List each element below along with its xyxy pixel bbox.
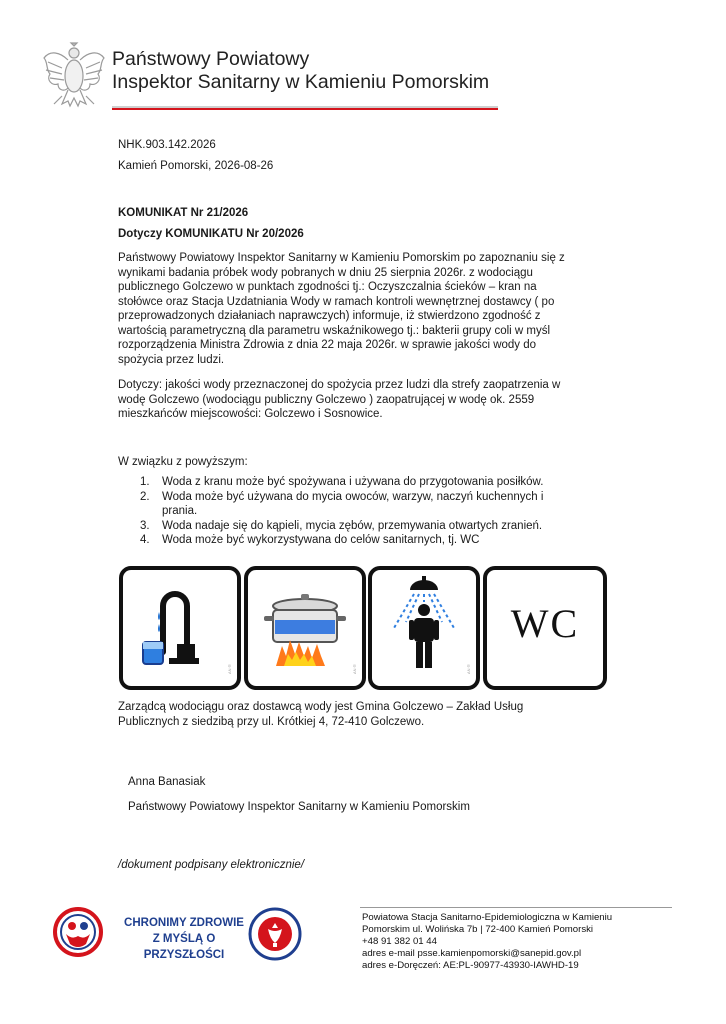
paragraph-line: stołówce oraz Stacja Uzdatniania Wody w ramach kontroli wewnętrznej dostawcy ( po: [118, 295, 555, 308]
wc-label: WC: [510, 601, 580, 646]
list-item-text: Woda może być używana do mycia owoców, warzyw, naczyń kuchennych i: [162, 490, 544, 503]
paragraph-line: mieszkańców miejscowości: Golczewo i Sosnowice.: [118, 408, 383, 420]
footer-address: [362, 912, 682, 972]
paragraph-line: Publicznych z siedzibą przy ul. Krótkiej 4, 72-410 Golczewo.: [118, 715, 425, 728]
list-item: [140, 533, 602, 548]
list-item-text: Woda nadaje się do kąpieli, mycia zębów, przemywania otwartych zranień.: [162, 519, 543, 532]
eagle-emblem-icon: [40, 40, 108, 112]
campaign-heart-logo-icon: [52, 906, 104, 958]
list-item: [140, 475, 602, 490]
list-intro: W związku z powyższym:: [118, 456, 248, 468]
campaign-line: CHRONIMY ZDROWIE: [124, 917, 244, 929]
signer-name: Anna Banasiak: [128, 776, 206, 788]
signed-note: /dokument podpisany elektronicznie/: [118, 859, 305, 871]
paragraph-line: publicznego Golczewo w punktach zgodności tj.: Oczyszczalnia ścieków – kran na: [118, 281, 537, 293]
footer-line: adres e-Doręczeń: AE:PL-90977-43930-IAWHD-19: [362, 960, 579, 971]
paragraph-line: Państwowy Powiatowy Inspektor Sanitarny w Kamieniu Pomorskim po zapoznaniu się z: [118, 252, 565, 264]
list-item: [140, 490, 602, 519]
reference-number: NHK.903.142.2026: [118, 139, 216, 151]
footer-divider: [360, 907, 672, 908]
paragraph-line: spożycia przez ludzi.: [118, 353, 225, 366]
paragraph-scope: [118, 378, 598, 422]
shower-icon: [368, 566, 480, 690]
paragraph-line: Dotyczy: jakości wody przeznaczonej do spożycia przez ludzi dla strefy zaopatrzenia w: [118, 379, 561, 391]
document-subtitle: Dotyczy KOMUNIKATU Nr 20/2026: [118, 228, 304, 240]
list-number: 4.: [140, 534, 150, 546]
list-number: 3.: [140, 519, 150, 532]
tap-drinking-water-icon: [119, 566, 241, 690]
footer-line: Pomorskim ul. Wolińska 7b | 72-400 Kamień Pomorski: [362, 924, 594, 935]
recommendations-list: [140, 475, 602, 548]
list-item: [140, 519, 602, 534]
paragraph-line: wynikami badania próbek wody pobranych w dniu 25 sierpnia 2026r. z wodociągu: [118, 266, 533, 279]
paragraph-line: wodę Golczewo (wodociągu publiczny Golczewo ) zaopatrującej w wodę ok. 2559: [118, 393, 535, 406]
header-title-line1: Państwowy Powiatowy: [112, 48, 310, 70]
paragraph-line: Zarządcą wodociągu oraz dostawcą wody jest Gmina Golczewo – Zakład Usług: [118, 701, 524, 713]
wc-icon: [483, 566, 607, 690]
campaign-line: Z MYŚLĄ O PRZYSZŁOŚCI: [143, 933, 225, 961]
svg-text:AN ®: AN ®: [227, 664, 232, 674]
footer-line: adres e-mail psse.kamienpomorski@sanepid.gov.pl: [362, 948, 582, 959]
paragraph-line: przeprowadzonych działaniach naprawczych) informuje, iż stwierdzono zgodność z: [118, 310, 541, 322]
svg-text:AN ®: AN ®: [466, 664, 471, 674]
footer-line: Powiatowa Stacja Sanitarno-Epidemiologiczna w Kamieniu: [362, 912, 613, 923]
list-number: 1.: [140, 476, 150, 488]
cooking-pot-icon: [244, 566, 366, 690]
sanepid-badge-icon: [248, 907, 302, 961]
paragraph-line: rozporządzenia Ministra Zdrowia z dnia 22 maja 2026r. w sprawie jakości wody do: [118, 339, 537, 351]
place-date: Kamień Pomorski, 2026-08-26: [118, 160, 274, 172]
document-title: KOMUNIKAT Nr 21/2026: [118, 207, 249, 219]
campaign-slogan: [114, 915, 254, 963]
signer-title: Państwowy Powiatowy Inspektor Sanitarny w Kamieniu Pomorskim: [128, 801, 470, 813]
list-number: 2.: [140, 490, 150, 503]
list-item-text: prania.: [162, 505, 198, 517]
paragraph-line: wartością parametryczną dla parametru wskaźnikowego tj.: bakterii grupy coli w myśl: [118, 324, 551, 337]
list-item-text: Woda może być wykorzystywana do celów sanitarnych, tj. WC: [162, 534, 480, 546]
header-divider: [112, 106, 498, 110]
paragraph-results: [118, 251, 598, 367]
svg-text:AN ®: AN ®: [352, 664, 357, 674]
footer-line: +48 91 382 01 44: [362, 936, 437, 947]
header-title-line2: Inspektor Sanitarny w Kamieniu Pomorskim: [112, 71, 490, 93]
operator-note: [118, 700, 598, 729]
list-item-text: Woda z kranu może być spożywana i używana do przygotowania posiłków.: [162, 476, 544, 488]
